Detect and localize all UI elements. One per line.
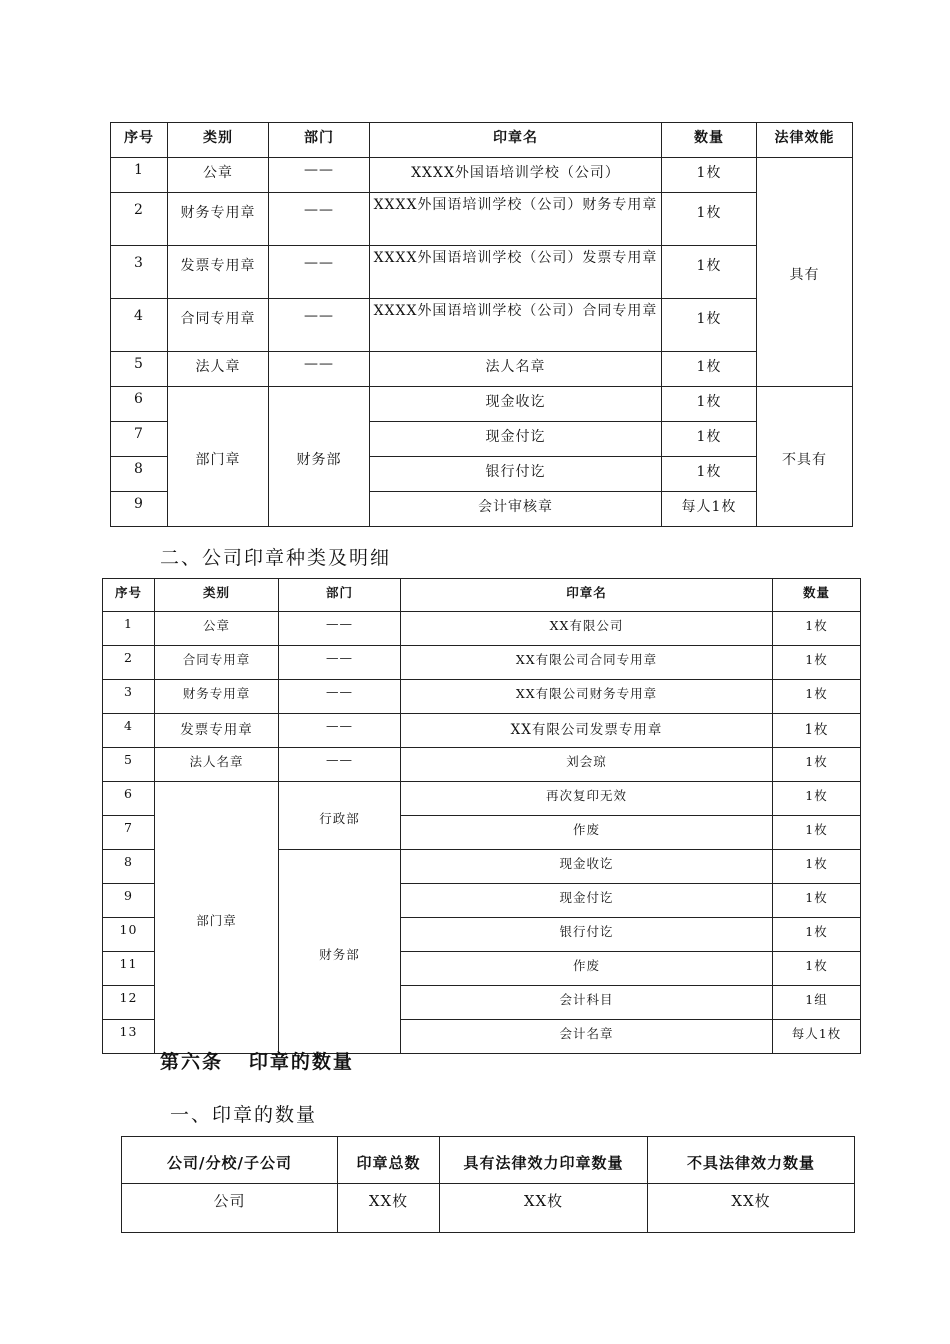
header-cell: 数量 [662,123,757,158]
table-row [111,299,853,352]
seal-quantity: 1枚 [773,918,861,952]
row-number: 9 [111,492,168,527]
row-number: 4 [111,299,168,352]
seal-name: 会计名章 [401,1020,773,1054]
seal-category: 法人章 [168,352,269,387]
table-header-row [111,123,853,158]
header-cell: 部门 [279,579,401,612]
seal-quantity: 1枚 [773,714,861,748]
row-number: 4 [103,714,155,748]
section-heading-seal-quantity: 一、印章的数量 [170,1104,318,1126]
header-cell: 具有法律效力印章数量 [440,1137,648,1184]
row-number: 7 [103,816,155,850]
seal-name: XX有限公司财务专用章 [401,680,773,714]
row-number: 3 [103,680,155,714]
seal-quantity: 1枚 [773,680,861,714]
seal-name: 会计审核章 [370,492,662,527]
seal-name: 作废 [401,816,773,850]
seal-quantity: 1枚 [773,850,861,884]
table-row [111,193,853,246]
row-number: 7 [111,422,168,457]
nonlegal-seals-cell: XX枚 [648,1184,855,1233]
row-number: 8 [111,457,168,492]
seal-name: 现金收讫 [370,387,662,422]
seal-quantity: 1组 [773,986,861,1020]
row-number: 2 [103,646,155,680]
row-number: 13 [103,1020,155,1054]
seal-name: XXXX外国语培训学校（公司）财务专用章 [370,193,662,246]
header-cell: 印章总数 [338,1137,440,1184]
table-row [103,646,861,680]
seal-name: 银行付讫 [370,457,662,492]
table-row [111,246,853,299]
seal-quantity: 1枚 [662,193,757,246]
department: 行政部 [279,782,401,850]
row-number: 9 [103,884,155,918]
seal-quantity: 1枚 [773,782,861,816]
row-number: 11 [103,952,155,986]
seal-table-school [110,122,853,527]
department: —— [279,680,401,714]
seal-name: XXXX外国语培训学校（公司） [370,158,662,193]
department: 财务部 [279,850,401,1054]
header-cell: 类别 [155,579,279,612]
header-cell: 法律效能 [757,123,853,158]
department: —— [279,714,401,748]
department: —— [269,193,370,246]
seal-category: 发票专用章 [168,246,269,299]
seal-category: 财务专用章 [168,193,269,246]
seal-category: 财务专用章 [155,680,279,714]
department: —— [269,299,370,352]
header-cell: 序号 [111,123,168,158]
seal-name: 现金收讫 [401,850,773,884]
header-cell: 公司/分校/子公司 [122,1137,338,1184]
row-number: 5 [103,748,155,782]
row-number: 8 [103,850,155,884]
seal-quantity: 1枚 [773,612,861,646]
table-row [103,748,861,782]
seal-name: 现金付讫 [370,422,662,457]
seal-name: 作废 [401,952,773,986]
row-number: 1 [111,158,168,193]
seal-name: XXXX外国语培训学校（公司）合同专用章 [370,299,662,352]
seal-quantity: 1枚 [662,387,757,422]
seal-category: 部门章 [155,782,279,1054]
header-cell: 序号 [103,579,155,612]
seal-name: 刘会琼 [401,748,773,782]
seal-quantity: 每人1枚 [773,1020,861,1054]
row-number: 10 [103,918,155,952]
seal-quantity: 1枚 [662,457,757,492]
seal-quantity: 1枚 [662,246,757,299]
header-cell: 印章名 [401,579,773,612]
header-cell: 类别 [168,123,269,158]
legal-effect-yes: 具有 [757,158,853,387]
table-row [103,680,861,714]
header-cell: 部门 [269,123,370,158]
department: —— [269,158,370,193]
table-header-row [122,1137,855,1184]
table-row [111,387,853,422]
section-heading-seal-types: 二、公司印章种类及明细 [160,547,392,569]
seal-category: 法人名章 [155,748,279,782]
department: —— [279,748,401,782]
seal-category: 公章 [168,158,269,193]
seal-quantity: 1枚 [662,422,757,457]
row-number: 3 [111,246,168,299]
table-row [111,158,853,193]
seal-name: 再次复印无效 [401,782,773,816]
seal-name: XX有限公司合同专用章 [401,646,773,680]
seal-quantity: 1枚 [773,884,861,918]
table-row [103,612,861,646]
row-number: 1 [103,612,155,646]
total-seals-cell: XX枚 [338,1184,440,1233]
row-number: 6 [103,782,155,816]
seal-name: 法人名章 [370,352,662,387]
seal-category: 公章 [155,612,279,646]
department: —— [269,246,370,299]
department: 财务部 [269,387,370,527]
seal-name: 银行付讫 [401,918,773,952]
article-heading-seal-quantity: 第六条 印章的数量 [160,1051,354,1073]
header-cell: 不具法律效力数量 [648,1137,855,1184]
seal-quantity: 1枚 [662,352,757,387]
seal-quantity: 1枚 [773,816,861,850]
seal-category: 发票专用章 [155,714,279,748]
seal-quantity: 1枚 [662,299,757,352]
seal-quantity: 1枚 [773,952,861,986]
seal-quantity: 1枚 [662,158,757,193]
department: —— [269,352,370,387]
seal-quantity: 1枚 [773,748,861,782]
row-number: 12 [103,986,155,1020]
row-number: 6 [111,387,168,422]
seal-name: 现金付讫 [401,884,773,918]
seal-table-company [102,578,861,1054]
department: —— [279,612,401,646]
seal-category: 合同专用章 [155,646,279,680]
seal-quantity: 每人1枚 [662,492,757,527]
seal-name: XX有限公司发票专用章 [401,714,773,748]
seal-quantity: 1枚 [773,646,861,680]
seal-name: 会计科目 [401,986,773,1020]
seal-name: XXXX外国语培训学校（公司）发票专用章 [370,246,662,299]
legal-seals-cell: XX枚 [440,1184,648,1233]
header-cell: 印章名 [370,123,662,158]
seal-category: 部门章 [168,387,269,527]
table-row [103,714,861,748]
row-number: 2 [111,193,168,246]
department: —— [279,646,401,680]
row-number: 5 [111,352,168,387]
table-row [122,1184,855,1233]
entity-cell: 公司 [122,1184,338,1233]
header-cell: 数量 [773,579,861,612]
table-row [111,352,853,387]
legal-effect-no: 不具有 [757,387,853,527]
table-header-row [103,579,861,612]
seal-category: 合同专用章 [168,299,269,352]
seal-count-table [121,1136,855,1233]
seal-name: XX有限公司 [401,612,773,646]
table-row [103,782,861,816]
